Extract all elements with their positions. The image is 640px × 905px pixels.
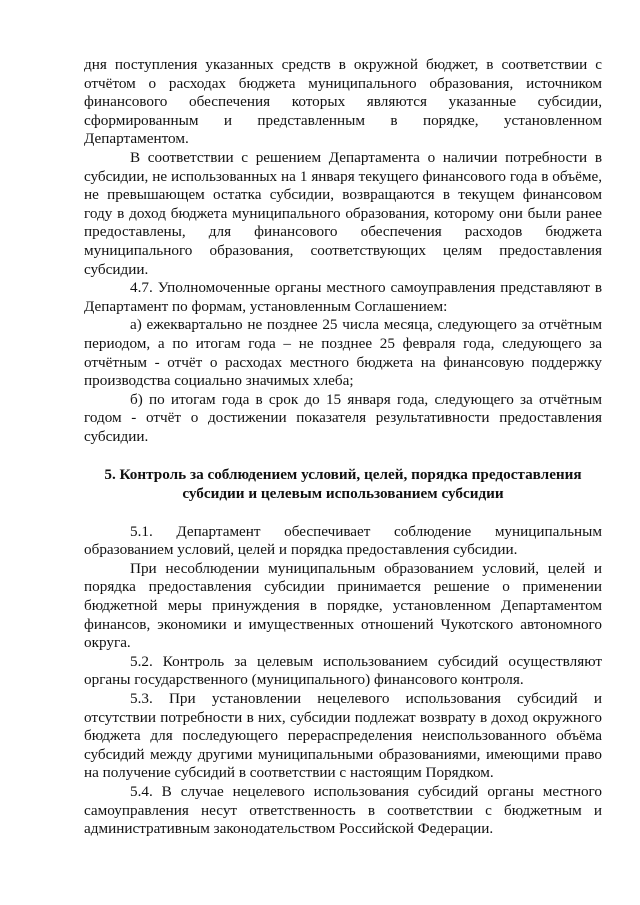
paragraph-5-2: 5.2. Контроль за целевым использованием субсидий осуществляют органы государственного (муниципального) финансового контроля. bbox=[84, 652, 602, 689]
paragraph-continuation: дня поступления указанных средств в окружной бюджет, в соответствии с отчётом о расходах бюджета муниципального образования, источником финансового обеспечения которых являются указанные субсидии, сформированным и представленным в порядке, установленном Департаментом. bbox=[84, 56, 602, 148]
paragraph-5-4: 5.4. В случае нецелевого использования субсидий органы местного самоуправления несут ответственность в соответствии с бюджетным и административным законодательством Российской Федерации. bbox=[84, 782, 602, 838]
paragraph-subsidy-remainder: В соответствии с решением Департамента о наличии потребности в субсидии, не использованных на 1 января текущего финансового года в объёме, не превышающем остатка субсидии, возвращаются в текущем финансовом году в доход бюджета муниципального образования, которому они были ранее предоставлены, для финансового обеспечения расходов бюджета муниципального образования, соответствующих целям предоставления субсидии. bbox=[84, 148, 602, 278]
paragraph-4-7-b: б) по итогам года в срок до 15 января года, следующего за отчётным годом - отчёт о достижении показателя результативности предоставления субсидии. bbox=[84, 390, 602, 445]
paragraph-5-1-noncompliance: При несоблюдении муниципальным образованием условий, целей и порядка предоставления субсидии принимается решение о применении бюджетной меры принуждения в порядке, установленном Департаментом финансов, экономики и имущественных отношений Чукотского автономного округа. bbox=[84, 559, 602, 652]
paragraph-5-1: 5.1. Департамент обеспечивает соблюдение муниципальным образованием условий, целей и порядка предоставления субсидии. bbox=[84, 522, 602, 559]
paragraph-5-3: 5.3. При установлении нецелевого использования субсидий и отсутствии потребности в них, субсидии подлежат возврату в доход окружного бюджета для последующего перераспределения неиспользованного объёма субсидий между другими муниципальными образованиями, имеющими право на получение субсидий в соответствии с настоящим Порядком. bbox=[84, 690, 602, 782]
document-page bbox=[84, 56, 602, 839]
paragraph-4-7: 4.7. Уполномоченные органы местного самоуправления представляют в Департамент по формам, установленным Соглашением: bbox=[84, 279, 602, 315]
section-5-heading: 5. Контроль за соблюдением условий, целей, порядка предоставления субсидии и целевым использованием субсидии bbox=[104, 466, 582, 503]
paragraph-4-7-a: а) ежеквартально не позднее 25 числа месяца, следующего за отчётным периодом, а по итогам года – не позднее 25 февраля года, следующего за отчётным - отчёт о расходах местного бюджета на финансовую поддержку производства социально значимых хлеба; bbox=[84, 316, 602, 390]
